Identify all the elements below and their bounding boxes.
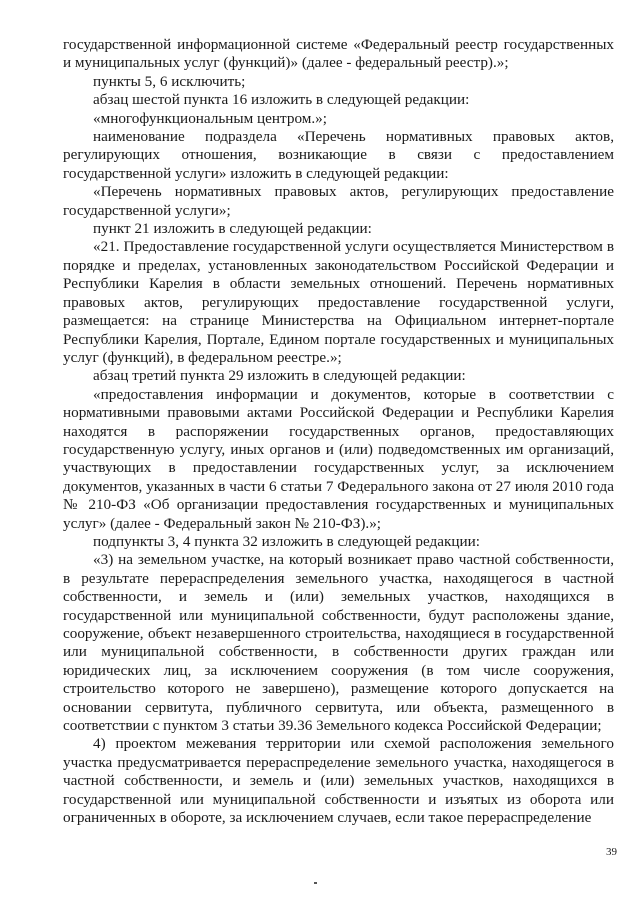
paragraph: пункты 5, 6 исключить; <box>93 72 246 90</box>
document-body <box>63 36 614 827</box>
paragraph: «многофункциональным центром.»; <box>93 109 327 127</box>
paragraph: 4) проектом межевания территории или схемой расположения земельного участка предусматривается перераспределение земельного участка, находящегося в частной собственности, и земель и (или) земельных участков, находящихся в государственной или муниципальной собственности и изъятых из оборота или ограниченных в обороте, за исключением случаев, если такое перераспределение <box>63 735 614 827</box>
paragraph: «3) на земельном участке, на который возникает право частной собственности, в результате перераспределения земельного участка, находящегося в частной собственности, и земель и (или) земельных участков, находящихся в государственной или муниципальной собственности, будут расположены здание, сооружение, объект незавершенного строительства, находящиеся в государственной или муниципальной собственности, в собственности других граждан или юридических лиц, за исключением сооружения (в том числе сооружения, строительство которого не завершено), размещение которого допускается на основании сервитута, публичного сервитута, или объекта, размещенного в соответствии с пунктом 3 статьи 39.36 Земельного кодекса Российской Федерации; <box>63 551 614 735</box>
paragraph: наименование подраздела «Перечень нормативных правовых актов, регулирующих отношения, возникающие в связи с предоставлением государственной услуги» изложить в следующей редакции: <box>63 128 614 182</box>
paragraph: «21. Предоставление государственной услуги осуществляется Министерством в порядке и пределах, установленных законодательством Российской Федерации и Республики Карелия в области земельных отношений. Перечень нормативных правовых актов, регулирующих предоставление государственной услуги, размещается: на странице Министерства на Официальном интернет-портале Республики Карелия, Портале, Едином портале государственных и муниципальных услуг (функций), в федеральном реестре.»; <box>63 238 614 366</box>
scan-mark <box>314 882 317 884</box>
paragraph: «Перечень нормативных правовых актов, регулирующих предоставление государственной услуги»; <box>63 183 614 219</box>
paragraph: абзац шестой пункта 16 изложить в следующей редакции: <box>93 91 470 109</box>
paragraph: государственной информационной системе «Федеральный реестр государственных и муниципальных услуг (функций)» (далее - федеральный реестр).»; <box>63 36 614 72</box>
paragraph: подпункты 3, 4 пункта 32 изложить в следующей редакции: <box>93 532 480 550</box>
paragraph: абзац третий пункта 29 изложить в следующей редакции: <box>93 367 466 385</box>
paragraph: пункт 21 изложить в следующей редакции: <box>93 220 372 238</box>
paragraph: «предоставления информации и документов, которые в соответствии с нормативными правовыми актами Российской Федерации и Республики Карелия находятся в распоряжении государственных органов, предоставляющих государственную услугу, иных органов и (или) подведомственных им организаций, участвующих в предоставлении государственных услуг, за исключением документов, указанных в части 6 статьи 7 Федерального закона от 27 июля 2010 года № 210-ФЗ «Об организации предоставления государственных и муниципальных услуг» (далее - Федеральный закон № 210-ФЗ).»; <box>63 385 614 532</box>
page-number: 39 <box>606 846 617 858</box>
